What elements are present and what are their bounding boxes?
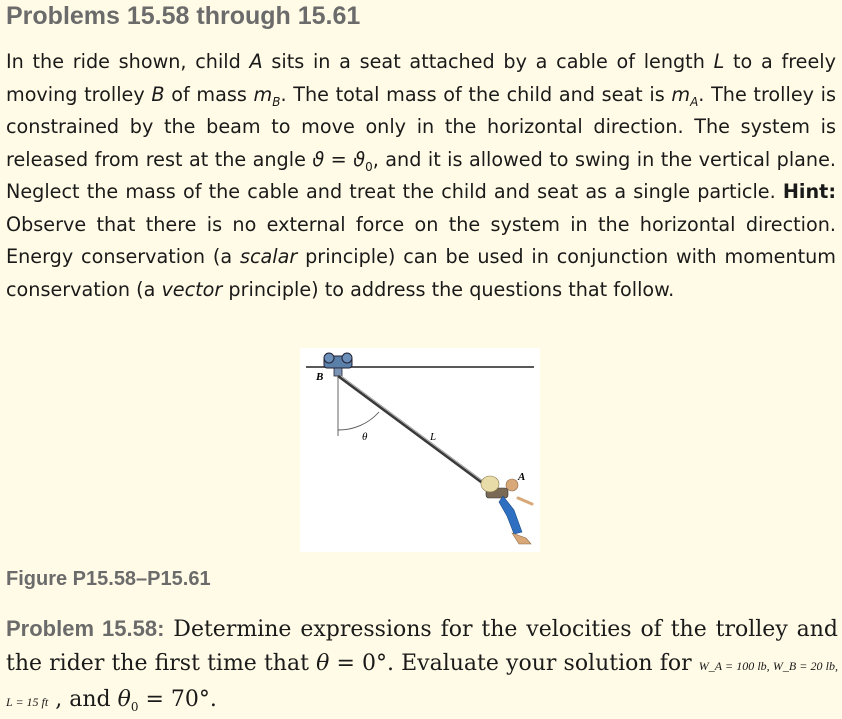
var-theta0: θ (117, 687, 131, 712)
trolley-hanger (334, 368, 342, 376)
page-title: Problems 15.58 through 15.61 (6, 2, 361, 30)
hint-label: Hint: (782, 180, 836, 203)
intro-text: of mass (164, 82, 254, 106)
intro-text: In the ride shown, child (6, 50, 250, 73)
intro-text: sits in a seat attached by a cable of length (262, 50, 714, 73)
problem-15-58 (6, 612, 838, 719)
swing-diagram (300, 348, 540, 552)
problem-label: Problem 15.58: (6, 616, 165, 641)
problem-text: , and (48, 687, 118, 712)
var-theta: ϑ (312, 147, 325, 171)
intro-text: principle) can be used in conjunction with momentum conservation (a (6, 245, 836, 301)
problem-text: = 70°. (138, 687, 217, 712)
var-B: B (151, 82, 165, 106)
child-head (506, 479, 518, 491)
var-theta: θ (316, 651, 330, 676)
label-L: L (430, 431, 437, 443)
label-theta: θ (362, 431, 368, 443)
var-mA: m (671, 82, 691, 106)
var-mA-sub: A (690, 94, 699, 109)
var-theta0-sub: 0 (130, 700, 139, 714)
problem-text: = 0°. Evaluate your solution for (329, 651, 699, 676)
given-values: W_A = 100 lb, W_B = 20 lb, L = 15 ft (6, 659, 838, 709)
problem-intro (6, 46, 836, 306)
intro-text: principle) to address the questions that follow. (222, 277, 675, 301)
problem-text: Determine expressions for the velocities of the trolley and the rider the first time that (6, 617, 839, 676)
intro-text: Observe that there is no external force on the system in the horizontal direction. Energy conservation (a (6, 212, 836, 268)
var-mB: m (253, 82, 273, 106)
equals: = (324, 147, 354, 171)
trolley-wheel-left (324, 353, 334, 363)
emph-vector: vector (161, 277, 223, 301)
trolley-wheel-right (342, 353, 352, 363)
var-A: A (249, 50, 263, 73)
figure-caption: Figure P15.58–P15.61 (6, 568, 211, 590)
intro-text: , and it is allowed to swing in the vertical plane. Neglect the mass of the cable and treat the child and seat as a single particle. (6, 147, 836, 203)
intro-text: . The trolley is constrained by the beam to move only in the horizontal direction. The system is released from rest at the angle (6, 82, 836, 171)
label-B: B (316, 371, 324, 383)
label-A: A (518, 471, 526, 483)
emph-scalar: scalar (239, 245, 298, 268)
var-theta0: ϑ (353, 147, 366, 171)
intro-text: to a freely moving trolley (6, 50, 836, 106)
figure-p15-58 (300, 348, 540, 552)
intro-text: . The total mass of the child and seat is (280, 82, 672, 106)
var-mB-sub: B (272, 94, 281, 109)
var-L: L (713, 50, 725, 73)
var-theta0-sub: 0 (365, 159, 373, 174)
figure-background (300, 348, 540, 552)
child-shirt (481, 476, 499, 492)
